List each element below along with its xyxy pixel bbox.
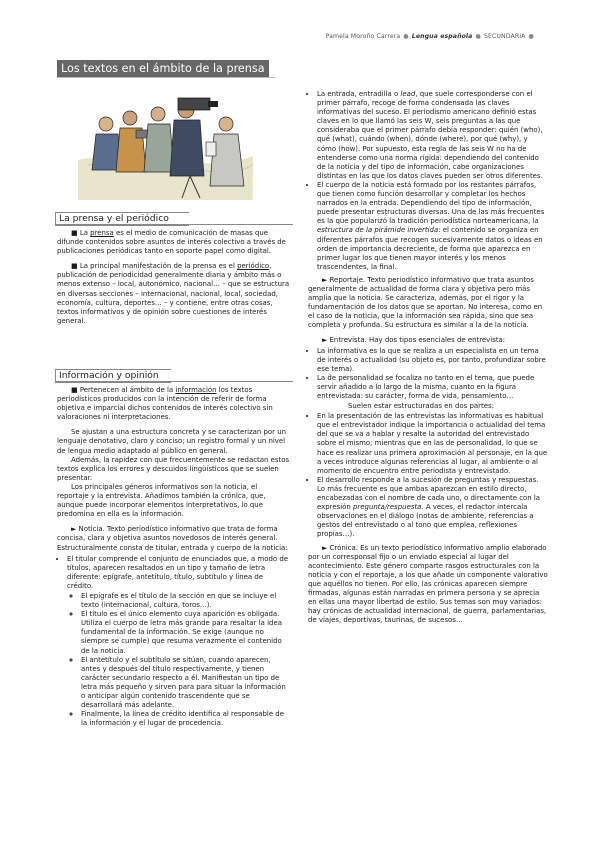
list-item-cuerpo: • El cuerpo de la noticia está formado por los restantes párrafos, que tienen como función desarrollar y completar los hechos narrados en la entrada. Dependiendo del tipo de información, puede presentar estructuras diversas. Una de las más frecuentes es la que popularizó la tradición periodística norteamericana, la estructura de la pirámide invertida: el contenido se organiza en diferentes párrafos que recogen sucesivamente datos o ideas en orden de importancia decreciente, de forma que aparezca en primer lugar los que tienen mayor interés y los menos trascendentes, la final. — [317, 181, 548, 272]
header-subject: Lengua española — [411, 33, 473, 40]
list-item-personalidad: • La de personalidad se focaliza no tanto en el tema, que puede servir añadido a lo largo de la misma, cuanto en la figura entrevistada: su carácter, forma de vida, pensamiento… — [317, 374, 548, 401]
noticia-continued-list — [308, 90, 548, 272]
left-column-bottom — [57, 386, 291, 734]
header-author: Pamela Moroño Carrera — [325, 33, 401, 40]
noticia-list — [57, 555, 291, 729]
right-column — [308, 90, 548, 631]
list-item-titulo: ◦ El título es el único elemento cuya aparición es obligada. Utiliza el cuerpo de letra más grande para resaltar la idea fundamental de la información. Se exige (aunque no siempre se cumple) que resuma verazmente el contenido de la noticia. — [81, 610, 291, 655]
link-informacion[interactable]: información — [175, 386, 217, 394]
paragraph-estructura: Se ajustan a una estructura concreta y se caracterizan por un lenguaje denotativo, claro y conciso; un registro formal y un nivel de lengua medio adaptado al público en general. — [57, 428, 286, 455]
title-rule — [57, 77, 275, 78]
paragraph-informacion: ■ Pertenecen al ámbito de la información los textos periodísticos producidos con la intención de referir de forma objetiva e imparcial dichos contenidos de interés colectivo sin valoraciones ni interpretaciones. — [57, 386, 273, 422]
section-heading-prensa: La prensa y el periódico — [55, 212, 189, 226]
press-illustration — [78, 90, 253, 200]
link-prensa[interactable]: prensa — [90, 229, 114, 237]
list-item-entrada: • La entrada, entradilla o lead, que suele corresponderse con el primer párrafo, recoge de forma condensada las claves informativas del suceso. El periodismo americano definió estas claves en lo que llamó las seis W, seis preguntas a las que consideraba que el primer párrafo debía responder: quién (who), qué (what), cuándo (when), dónde (where), por qué (why), y cómo (how). Por supuesto, esta regla de las seis W no ha de entenderse como una norma rígida: dependiendo del contenido de la noticia y del tipo de información, cabe organizaciones distintas en las que los datos claves pueden ser otros diferentes. — [317, 90, 548, 181]
paragraph-cronica: ► Crónica. Es un texto periodístico informativo amplio elaborado por un corresponsal fijo o un enviado especial al lugar del acontecimiento. Este género comparte rasgos estructurales con la noticia y con el reportaje, a los que añade un componente valorativo que aquéllos no tienen. Por ello, las crónicas aparecen siempre firmadas, algunas están narradas en primera persona y se aprecia en ellas una mayor libertad de estilo. Sus temas son muy variados: hay crónicas de actualidad internacional, de guerra, parlamentarias, de viajes, deportivas, taurinas, de sucesos… — [308, 543, 548, 625]
list-item-epigrafe: ◦ El epígrafe es el título de la sección en que se incluye el texto (internacional, cultura, toros…). — [81, 592, 291, 610]
paragraph-noticia: ► Noticia. Texto periodístico informativo que trata de forma concisa, clara y objetiva asuntos novedosos de interés general. Estructuralmente consta de titular, entrada y cuerpo de la noticia: — [57, 525, 288, 552]
paragraph-rapidez: Además, la rapidez con que frecuentemente se redactan estos textos explica los errores y descuidos lingüísticos que se suelen presentar. — [57, 455, 290, 482]
paragraph-dos-partes: Suelen estar estructuradas en dos partes: — [348, 402, 494, 411]
section-rule — [55, 224, 293, 225]
section-heading-informacion: Información y opinión — [55, 369, 171, 383]
page-header: Pamela Moroño Carrera ● Lengua española ● SECUNDARIA ● — [325, 33, 534, 40]
paragraph-periodico: ■ La principal manifestación de la prensa es el periódico, publicación de periodicidad generalmente diaria y ámbito más o menos extenso – local, autonómico, nacional… – que se estructura en diversas secciones – internacional, nacional, local, sociedad, economía, cultura, deportes… – y contiene, entre otras cosas, textos informativos y de opinión sobre cuestiones de interés general. — [57, 262, 290, 325]
list-item-desarrollo: • El desarrollo responde a la sucesión de preguntas y respuestas. Lo más frecuente es que ambas aparezcan en estilo directo, encabezadas con el nombre de cada uno, o directamente con la expresión pregunta/respuesta. A veces, el redactor intercala observaciones en el diálogo (notas de ambiente, referencias a gestos del entrevistado o al tono que emplea, reflexiones propias…). — [317, 476, 548, 540]
paragraph-entrevista: ► Entrevista. Hay dos tipos esenciales de entrevista: — [322, 336, 506, 345]
header-level: SECUNDARIA — [483, 33, 526, 40]
paragraph-reportaje: ► Reportaje. Texto periodístico informativo que trata asuntos generalmente de actualidad de forma clara y objetiva pero más amplia que la noticia. Se caracteriza, además, por el rigor y la fundamentación de los datos que se aportan. No interesa, como en el caso de la noticia, que la información sea rápida, sino que sea completa y profunda. Su estructura es similar a la de la noticia. — [308, 275, 543, 330]
page-title: Los textos en el ámbito de la prensa — [57, 60, 269, 77]
section-rule — [55, 381, 293, 382]
list-item-presentacion: • En la presentación de las entrevistas las informativas es habitual que el entrevistador indique la importancia o actualidad del tema del que se va a hablar y resalte la autoridad del entrevistado sobre el mismo; mientras que en las de personalidad, lo que se hace es realizar una primera aproximación al personaje, en la que a veces introduce algunas referencias al lugar, al ambiente o al momento de encuentro entre periodista y entrevistado. — [317, 412, 548, 476]
entrevista-types-list — [308, 347, 548, 402]
paragraph-prensa: ■ La prensa es el medio de comunicación de masas que difunde contenidos sobre asuntos de interés colectivo a través de publicaciones periódicas tanto en soporte papel como digital. — [57, 229, 286, 256]
list-item-titular: • El titular comprende el conjunto de enunciados que, a modo de títulos, aparecen resaltados en un tipo y tamaño de letra diferente: epígrafe, antetítulo, título, subtítulo y línea de crédito. ◦ El epígrafe es el título de la sección en que se incluye el texto (internacional, cultura, toros…). ◦ El título es el único elemento cuya aparición es obligada. Utiliza el cuerpo de letra más grande para resaltar la idea fundamental de la información. Se exige (aunque no siempre se cumple) que resuma verazmente el contenido de la noticia. ◦ El antetítulo y el subtítulo se sitúan, cuando aparecen, antes y después del título respectivamente, y tienen carácter secundario respecto a él. Manifiestan un tipo de letra más pequeño y sirven para para situar la información o anticipar algún contenido trascendente que se desarrollará más adelante. ◦ Finalmente, la línea de crédito identifica al responsable de la información y el lugar de procedencia. — [67, 555, 291, 729]
entrevista-parts-list — [308, 412, 548, 539]
list-item-credito: ◦ Finalmente, la línea de crédito identifica al responsable de la información y el lugar de procedencia. — [81, 710, 291, 728]
left-column-top — [57, 229, 291, 332]
link-periodico[interactable]: periódico — [237, 262, 270, 271]
list-item-informativa: • La informativa es la que se realiza a un especialista en un tema de interés o actualidad (su objeto es, por tanto, profundizar sobre ese tema). — [317, 347, 548, 374]
list-item-antetitulo: ◦ El antetítulo y el subtítulo se sitúan, cuando aparecen, antes y después del título respectivamente, y tienen carácter secundario respecto a él. Manifiestan un tipo de letra más pequeño y sirven para para situar la información o anticipar algún contenido trascendente que se desarrollará más adelante. — [81, 656, 291, 711]
paragraph-generos: Los principales géneros informativos son la noticia, el reportaje y la entrevista. Añadimos también la crónica, que, aunque puede incorporar elementos interpretativos, lo que predomina en ella es la información. — [57, 482, 266, 519]
titular-sublist — [67, 592, 291, 728]
